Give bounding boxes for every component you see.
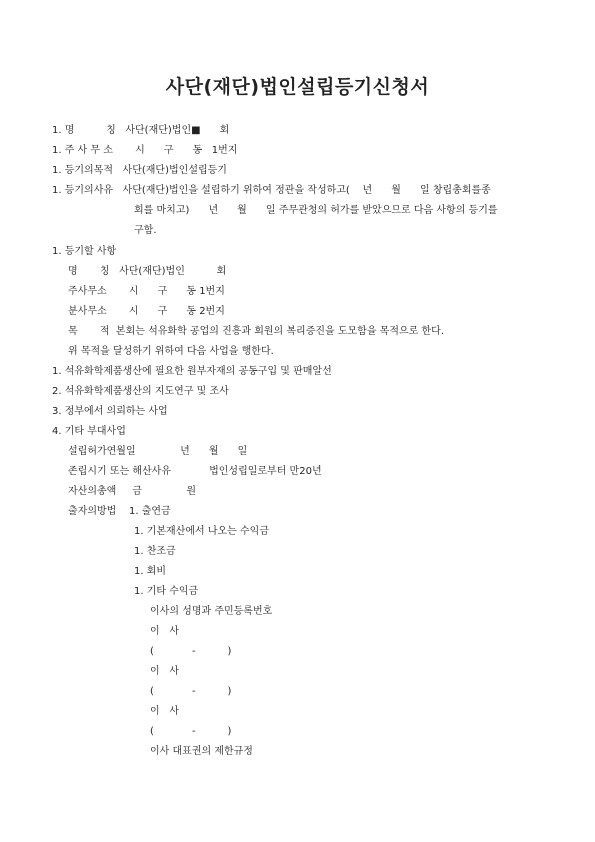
contribution-item-donation: 1. 찬조금 — [134, 546, 176, 557]
business-item-1: 1. 석유화학제품생산에 필요한 원부자재의 공동구입 및 판매알선 — [52, 366, 332, 377]
item-purpose: 목 적 본회는 석유화학 공업의 진흥과 회원의 복리증진을 도모함을 목적으로 한다. — [68, 326, 444, 337]
director-id-3: ( - ) — [150, 726, 232, 737]
item-main-office: 주사무소 시 구 동 1번지 — [68, 286, 225, 297]
contribution-item-other: 1. 기타 수익금 — [134, 586, 199, 597]
item-branch-office: 분사무소 시 구 동 2번지 — [68, 306, 225, 317]
directors-heading: 이사의 성명과 주민등록번호 — [150, 606, 273, 617]
director-representation-limit: 이사 대표권의 제한규정 — [150, 746, 253, 757]
business-item-2: 2. 석유화학제품생산의 지도연구 및 조사 — [52, 386, 229, 397]
director-label-3: 이 사 — [150, 706, 179, 717]
document-title: 사단(재단)법인설립등기신청서 — [165, 76, 430, 98]
field-reason-line-1: 1. 등기의사유 사단(재단)법인을 설립하기 위하여 정관을 작성하고( 년 월 일 창립총회를종 — [52, 185, 491, 196]
field-name-line: 1. 명 칭 사단(재단)법인■ 회 — [52, 125, 230, 136]
director-label-2: 이 사 — [150, 666, 179, 677]
field-purpose-of-registration-line: 1. 등기의목적 사단(재단)법인설립등기 — [52, 165, 227, 176]
item-permit-date: 설립허가연월일 년 월 일 — [68, 446, 248, 457]
item-purpose-intro: 위 목적을 달성하기 위하여 다음 사업을 행한다. — [68, 346, 274, 357]
field-reason-line-2: 회를 마치고) 년 월 일 주무관청의 허가를 받았으므로 다음 사항의 등기를 — [134, 205, 498, 216]
item-name: 명 칭 사단(재단)법인 회 — [68, 266, 227, 277]
business-item-4: 4. 기타 부대사업 — [52, 426, 126, 437]
business-item-3: 3. 정부에서 의뢰하는 사업 — [52, 406, 168, 417]
director-id-1: ( - ) — [150, 646, 232, 657]
contribution-item-basic-property: 1. 기본재산에서 나오는 수익금 — [134, 526, 269, 537]
field-reason-line-3: 구함. — [134, 225, 157, 236]
director-label-1: 이 사 — [150, 626, 179, 637]
item-duration-dissolution: 존립시기 또는 해산사유 법인성립일로부터 만20년 — [68, 466, 322, 477]
field-main-office-line: 1. 주 사 무 소 시 구 동 1번지 — [52, 145, 238, 156]
item-total-assets: 자산의총액 금 원 — [68, 486, 197, 497]
contribution-item-dues: 1. 회비 — [134, 566, 167, 577]
item-contribution-method: 출자의방법 1. 출연금 — [68, 506, 171, 517]
section-heading-registration-items: 1. 등기할 사항 — [52, 246, 117, 257]
director-id-2: ( - ) — [150, 686, 232, 697]
